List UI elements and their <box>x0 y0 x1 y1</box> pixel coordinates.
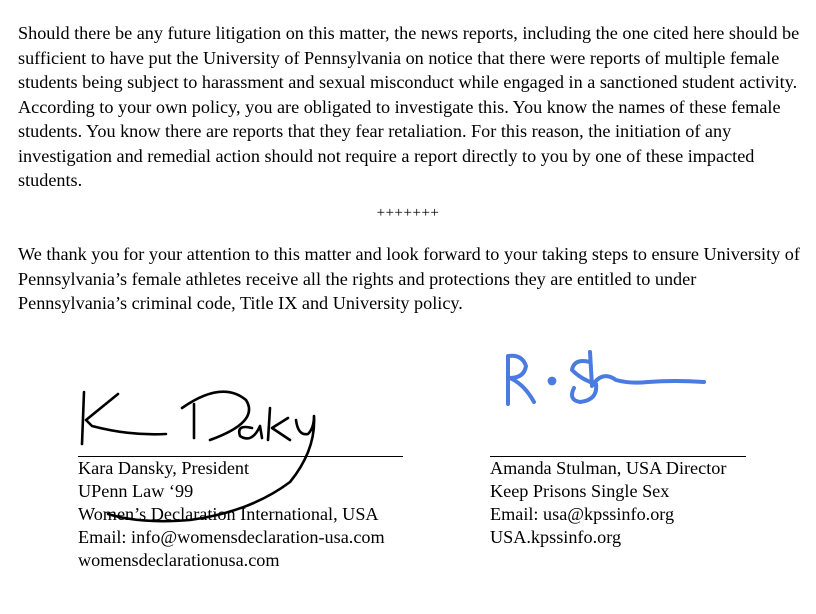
paragraph-litigation: Should there be any future litigation on this matter, the news reports, including the one cited here should be sufficient to have put the University of Pennsylvania on notice that there were reports of multiple female students being subject to harassment and sexual misconduct while engaged in a sanctioned student activity. According to your own policy, you are obligated to investigate this. You know the names of these female students. You know there are reports that they fear retaliation. For this reason, the initiation of any investigation and remedial action should not require a report directly to you by one of these impacted students. <box>18 23 800 190</box>
signatory-email: Email: usa@kpssinfo.org <box>490 504 675 524</box>
signatory-credential: UPenn Law ‘99 <box>78 481 194 501</box>
signatory-website: USA.kpssinfo.org <box>490 527 622 547</box>
signature-amanda-stulman <box>498 340 718 420</box>
signatory-name-title: Kara Dansky, President <box>78 458 250 478</box>
signatory-email: Email: info@womensdeclaration-usa.com <box>78 527 385 547</box>
signature-block-left <box>78 457 385 572</box>
section-separator: +++++++ <box>376 205 440 221</box>
signatory-name-title: Amanda Stulman, USA Director <box>490 458 727 478</box>
signatory-organization: Keep Prisons Single Sex <box>490 481 670 501</box>
signature-block-right <box>490 457 726 549</box>
signatory-website: womensdeclarationusa.com <box>78 550 280 570</box>
signatory-organization: Women’s Declaration International, USA <box>78 504 379 524</box>
paragraph-thanks: We thank you for your attention to this matter and look forward to your taking steps to ensure University of Pennsylvania’s female athletes receive all the rights and protections they are entitled to under Pennsylvania’s criminal code, Title IX and University policy. <box>18 244 800 313</box>
